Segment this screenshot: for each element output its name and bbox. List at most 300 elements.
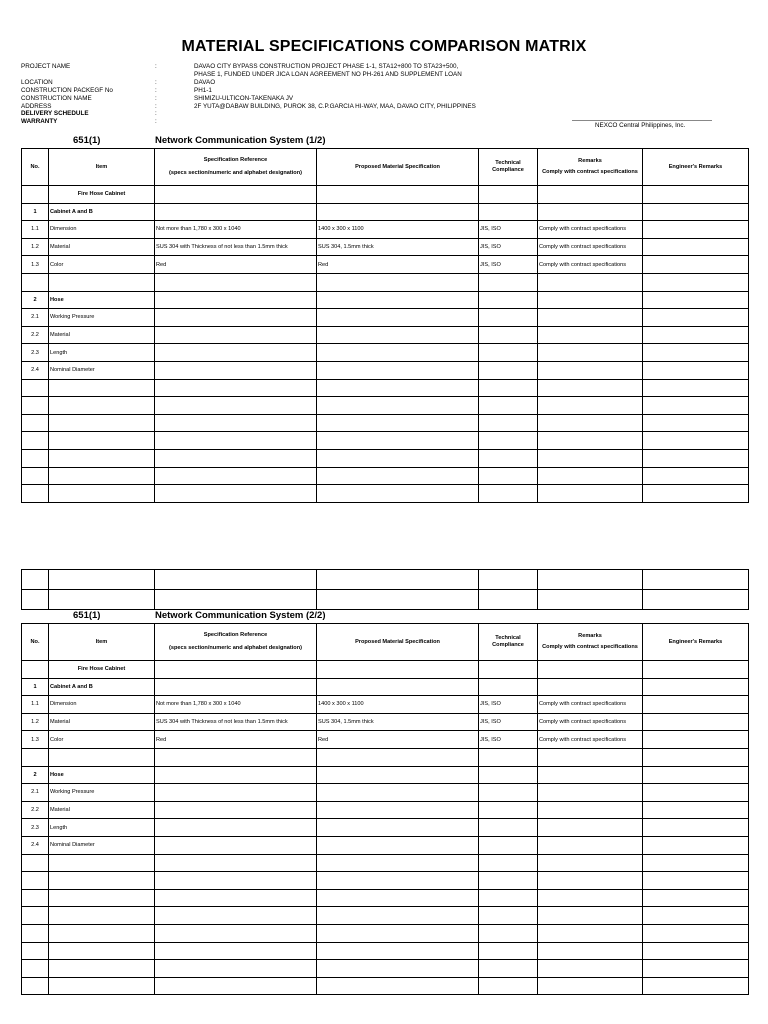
cell-remarks bbox=[538, 344, 643, 362]
cell-no bbox=[22, 889, 49, 907]
cell-item: Color bbox=[49, 731, 155, 749]
cell-technical-compliance bbox=[479, 907, 538, 925]
cell-engineer-remarks bbox=[643, 731, 749, 749]
cell-item: Material bbox=[49, 713, 155, 731]
cell-engineer-remarks bbox=[643, 713, 749, 731]
cell-remarks bbox=[538, 960, 643, 978]
cell-no bbox=[22, 449, 49, 467]
cell-engineer-remarks bbox=[643, 485, 749, 503]
cell-remarks: Comply with contract specifications bbox=[538, 696, 643, 714]
cell-proposed-spec bbox=[317, 766, 479, 784]
cell-spec-reference bbox=[155, 907, 317, 925]
col-header-technical-compliance bbox=[479, 624, 538, 661]
signature-line bbox=[572, 120, 712, 121]
table-row bbox=[22, 731, 749, 749]
cell-spec-reference bbox=[155, 801, 317, 819]
project-info-labels bbox=[21, 63, 113, 126]
cell-remarks bbox=[538, 889, 643, 907]
cell-proposed-spec: SUS 304, 1.5mm thick bbox=[317, 713, 479, 731]
cell-item bbox=[49, 924, 155, 942]
cell-no bbox=[22, 397, 49, 415]
project-info-label: CONSTRUCTION PACKEGF No bbox=[21, 86, 113, 94]
cell-remarks bbox=[538, 467, 643, 485]
cell-engineer-remarks bbox=[643, 977, 749, 995]
cell-spec-reference bbox=[155, 291, 317, 309]
cell-engineer-remarks bbox=[643, 449, 749, 467]
table-row bbox=[22, 326, 749, 344]
cell-technical-compliance bbox=[479, 889, 538, 907]
cell-spec-reference bbox=[155, 485, 317, 503]
cell-remarks bbox=[538, 748, 643, 766]
cell-proposed-spec bbox=[317, 924, 479, 942]
cell-spec-reference bbox=[155, 924, 317, 942]
cell-proposed-spec bbox=[317, 836, 479, 854]
cell-item: Length bbox=[49, 344, 155, 362]
cell-technical-compliance bbox=[479, 432, 538, 450]
table-row bbox=[22, 273, 749, 291]
col-header-proposed bbox=[317, 624, 479, 661]
cell-proposed-spec bbox=[317, 872, 479, 890]
cell-no: 1.2 bbox=[22, 713, 49, 731]
cell-item bbox=[49, 854, 155, 872]
cell-item: Material bbox=[49, 238, 155, 256]
cell-proposed-spec bbox=[317, 432, 479, 450]
cell-remarks bbox=[538, 854, 643, 872]
col-header-spec-ref-text: (specs section/numeric and alphabet designation) bbox=[168, 645, 303, 651]
cell-remarks bbox=[538, 766, 643, 784]
cell-spec-reference bbox=[155, 467, 317, 485]
cell-spec-reference: SUS 304 with Thickness of not less than 1.5mm thick bbox=[155, 713, 317, 731]
col-header-engineer-remarks-text: Engineer's Remarks bbox=[668, 163, 723, 170]
cell-spec-reference bbox=[155, 977, 317, 995]
cell-technical-compliance bbox=[479, 748, 538, 766]
cell-remarks: Comply with contract specifications bbox=[538, 731, 643, 749]
table-row bbox=[22, 784, 749, 802]
cell-engineer-remarks bbox=[643, 432, 749, 450]
cell-technical-compliance bbox=[479, 379, 538, 397]
cell-technical-compliance bbox=[479, 203, 538, 221]
cell-item: Cabinet A and B bbox=[49, 203, 155, 221]
table-row bbox=[22, 397, 749, 415]
cell-engineer-remarks bbox=[643, 678, 749, 696]
cell-engineer-remarks bbox=[643, 256, 749, 274]
document-title: MATERIAL SPECIFICATIONS COMPARISON MATRIX bbox=[181, 38, 587, 55]
table-row bbox=[22, 238, 749, 256]
cell-technical-compliance bbox=[479, 836, 538, 854]
table-row bbox=[22, 960, 749, 978]
cell-engineer-remarks bbox=[643, 696, 749, 714]
cell-item: Fire Hose Cabinet bbox=[49, 661, 155, 679]
cell-technical-compliance: JIS, ISO bbox=[479, 696, 538, 714]
table-row bbox=[22, 661, 749, 679]
table-row bbox=[22, 309, 749, 327]
col-header-technical-compliance-text: Technical Compliance bbox=[492, 160, 524, 173]
cell-item: Nominal Diameter bbox=[49, 361, 155, 379]
cell-item bbox=[49, 907, 155, 925]
cell-engineer-remarks bbox=[643, 907, 749, 925]
col-header-remarks bbox=[538, 149, 643, 186]
project-info-colon: : bbox=[155, 94, 157, 102]
cell-no bbox=[22, 467, 49, 485]
section-2-code: 651(1) bbox=[73, 610, 101, 621]
table-row bbox=[22, 907, 749, 925]
cell-spec-reference: Not more than 1,780 x 300 x 1040 bbox=[155, 221, 317, 239]
cell-proposed-spec bbox=[317, 309, 479, 327]
cell-no bbox=[22, 661, 49, 679]
table-row bbox=[22, 766, 749, 784]
cell-no: 1.3 bbox=[22, 256, 49, 274]
project-info-colon: : bbox=[155, 86, 157, 94]
project-info-value: PH1-1 bbox=[194, 86, 212, 94]
cell-engineer-remarks bbox=[643, 661, 749, 679]
cell-engineer-remarks bbox=[643, 854, 749, 872]
table-row bbox=[22, 590, 749, 610]
cell-item: Hose bbox=[49, 291, 155, 309]
cell-proposed-spec bbox=[317, 203, 479, 221]
spec-table-2 bbox=[21, 623, 749, 995]
cell-proposed-spec bbox=[317, 678, 479, 696]
cell-engineer-remarks bbox=[643, 784, 749, 802]
cell-item bbox=[49, 485, 155, 503]
project-info-value: DAVAO CITY BYPASS CONSTRUCTION PROJECT PHASE 1-1, STA12+800 TO STA23+500, bbox=[194, 63, 459, 70]
cell-item: Cabinet A and B bbox=[49, 678, 155, 696]
cell-spec-reference bbox=[155, 748, 317, 766]
cell-spec-reference bbox=[155, 678, 317, 696]
cell-proposed-spec bbox=[317, 291, 479, 309]
cell-technical-compliance bbox=[479, 361, 538, 379]
cell-spec-reference bbox=[155, 766, 317, 784]
cell-item: Material bbox=[49, 801, 155, 819]
cell-spec-reference bbox=[155, 661, 317, 679]
col-header-technical-compliance-text: Technical Compliance bbox=[492, 635, 524, 648]
cell-engineer-remarks bbox=[643, 397, 749, 415]
cell-proposed-spec bbox=[317, 942, 479, 960]
table-row bbox=[22, 942, 749, 960]
table-header-row bbox=[22, 624, 749, 661]
cell-technical-compliance bbox=[479, 801, 538, 819]
cell-no bbox=[22, 186, 49, 204]
project-info-value: 2F YUTA@DABAW BUILDING, PUROK 38, C.P.GARCIA HI-WAY, MAA, DAVAO CITY, PHILIPPINES bbox=[194, 102, 476, 110]
cell-spec-reference: Not more than 1,780 x 300 x 1040 bbox=[155, 696, 317, 714]
cell-item bbox=[49, 960, 155, 978]
col-header-proposed-text: Proposed Material Specification bbox=[355, 638, 440, 645]
cell-no bbox=[22, 854, 49, 872]
cell-engineer-remarks bbox=[643, 467, 749, 485]
cell-remarks bbox=[538, 361, 643, 379]
cell-proposed-spec bbox=[317, 977, 479, 995]
table-row bbox=[22, 256, 749, 274]
cell-no: 2.4 bbox=[22, 836, 49, 854]
cell-spec-reference bbox=[155, 309, 317, 327]
cell-spec-reference bbox=[155, 379, 317, 397]
spec-table-1 bbox=[21, 148, 749, 503]
project-info-value: DAVAO bbox=[194, 78, 216, 86]
col-header-spec-ref-text: Specification Reference bbox=[203, 157, 268, 163]
table-row bbox=[22, 924, 749, 942]
project-info-label: ADDRESS bbox=[21, 102, 52, 110]
cell-technical-compliance bbox=[479, 960, 538, 978]
cell-engineer-remarks bbox=[643, 924, 749, 942]
cell-engineer-remarks bbox=[643, 344, 749, 362]
cell-engineer-remarks bbox=[643, 361, 749, 379]
cell-technical-compliance bbox=[479, 397, 538, 415]
cell-item: Fire Hose Cabinet bbox=[49, 186, 155, 204]
cell-technical-compliance bbox=[479, 309, 538, 327]
col-header-proposed bbox=[317, 149, 479, 186]
cell-spec-reference bbox=[155, 186, 317, 204]
cell-engineer-remarks bbox=[643, 309, 749, 327]
table-row bbox=[22, 344, 749, 362]
project-info-value bbox=[194, 118, 476, 126]
col-header-engineer-remarks bbox=[643, 624, 749, 661]
cell-technical-compliance bbox=[479, 942, 538, 960]
cell-engineer-remarks bbox=[643, 836, 749, 854]
cell-spec-reference bbox=[155, 326, 317, 344]
cell-remarks bbox=[538, 678, 643, 696]
cell-technical-compliance bbox=[479, 977, 538, 995]
cell-spec-reference bbox=[155, 942, 317, 960]
cell-item: Working Pressure bbox=[49, 784, 155, 802]
cell-item bbox=[49, 977, 155, 995]
cell-spec-reference bbox=[155, 872, 317, 890]
col-header-remarks-text: Remarks bbox=[578, 633, 602, 639]
cell-no bbox=[22, 977, 49, 995]
cell-proposed-spec bbox=[317, 819, 479, 837]
col-header-spec-ref-text: Specification Reference bbox=[203, 632, 268, 638]
project-info-value bbox=[194, 110, 476, 118]
project-info-colon bbox=[155, 71, 157, 79]
cell-no: 2.3 bbox=[22, 819, 49, 837]
cell-proposed-spec bbox=[317, 273, 479, 291]
cell-no: 1.1 bbox=[22, 221, 49, 239]
cell-item bbox=[49, 432, 155, 450]
company-name: NEXCO Central Philippines, Inc. bbox=[595, 122, 686, 129]
cell-technical-compliance bbox=[479, 291, 538, 309]
cell-technical-compliance: JIS, ISO bbox=[479, 731, 538, 749]
cell-no: 2.2 bbox=[22, 326, 49, 344]
cell-spec-reference bbox=[155, 836, 317, 854]
table-row bbox=[22, 977, 749, 995]
cell-item bbox=[49, 872, 155, 890]
cell-remarks: Comply with contract specifications bbox=[538, 221, 643, 239]
cell-technical-compliance bbox=[479, 467, 538, 485]
cell-no: 1.2 bbox=[22, 238, 49, 256]
table-row bbox=[22, 203, 749, 221]
project-info-label: LOCATION bbox=[21, 78, 53, 86]
cell-remarks bbox=[538, 309, 643, 327]
project-info-colon: : bbox=[155, 63, 157, 70]
cell-no: 2 bbox=[22, 291, 49, 309]
section-2-title: Network Communication System (2/2) bbox=[155, 610, 326, 621]
cell-item bbox=[49, 942, 155, 960]
cell-item: Material bbox=[49, 326, 155, 344]
cell-proposed-spec bbox=[317, 326, 479, 344]
cell-technical-compliance bbox=[479, 819, 538, 837]
table-header-row bbox=[22, 149, 749, 186]
blank-table-rows bbox=[21, 569, 749, 610]
cell-engineer-remarks bbox=[643, 872, 749, 890]
col-header-remarks-text: Comply with contract specifications bbox=[542, 169, 638, 175]
cell-item bbox=[49, 273, 155, 291]
project-info-value: SHIMIZU-ULTICON-TAKENAKA JV bbox=[194, 94, 294, 102]
cell-technical-compliance bbox=[479, 449, 538, 467]
table-row bbox=[22, 872, 749, 890]
cell-proposed-spec bbox=[317, 344, 479, 362]
cell-no bbox=[22, 924, 49, 942]
project-info-label: WARRANTY bbox=[21, 118, 58, 126]
cell-proposed-spec bbox=[317, 467, 479, 485]
cell-technical-compliance bbox=[479, 485, 538, 503]
col-header-no-text: No. bbox=[30, 163, 40, 170]
col-header-remarks-text: Comply with contract specifications bbox=[542, 644, 638, 650]
cell-no: 1 bbox=[22, 203, 49, 221]
cell-technical-compliance bbox=[479, 784, 538, 802]
cell-no: 1.3 bbox=[22, 731, 49, 749]
cell-item: Color bbox=[49, 256, 155, 274]
table-row bbox=[22, 570, 749, 590]
cell-proposed-spec bbox=[317, 661, 479, 679]
cell-no bbox=[22, 273, 49, 291]
cell-proposed-spec bbox=[317, 784, 479, 802]
cell-spec-reference bbox=[155, 414, 317, 432]
cell-no bbox=[22, 942, 49, 960]
cell-item: Nominal Diameter bbox=[49, 836, 155, 854]
cell-item: Hose bbox=[49, 766, 155, 784]
cell-no bbox=[22, 907, 49, 925]
table-row bbox=[22, 713, 749, 731]
col-header-proposed-text: Proposed Material Specification bbox=[355, 163, 440, 170]
project-info-colon: : bbox=[155, 118, 157, 126]
cell-engineer-remarks bbox=[643, 186, 749, 204]
cell-proposed-spec: SUS 304, 1.5mm thick bbox=[317, 238, 479, 256]
cell-remarks bbox=[538, 942, 643, 960]
cell-technical-compliance bbox=[479, 344, 538, 362]
cell-engineer-remarks bbox=[643, 942, 749, 960]
cell-remarks bbox=[538, 784, 643, 802]
table-row bbox=[22, 186, 749, 204]
table-row bbox=[22, 819, 749, 837]
cell-no: 2.1 bbox=[22, 309, 49, 327]
cell-item bbox=[49, 414, 155, 432]
cell-item bbox=[49, 467, 155, 485]
col-header-no-text: No. bbox=[30, 638, 40, 645]
table-row bbox=[22, 221, 749, 239]
cell-remarks bbox=[538, 977, 643, 995]
cell-no: 2.1 bbox=[22, 784, 49, 802]
cell-remarks bbox=[538, 907, 643, 925]
cell-proposed-spec: Red bbox=[317, 256, 479, 274]
cell-spec-reference bbox=[155, 344, 317, 362]
cell-proposed-spec bbox=[317, 748, 479, 766]
cell-remarks bbox=[538, 291, 643, 309]
cell-remarks bbox=[538, 414, 643, 432]
cell-engineer-remarks bbox=[643, 801, 749, 819]
cell-technical-compliance bbox=[479, 661, 538, 679]
cell-engineer-remarks bbox=[643, 326, 749, 344]
cell-no bbox=[22, 872, 49, 890]
cell-remarks bbox=[538, 397, 643, 415]
cell-proposed-spec bbox=[317, 379, 479, 397]
cell-spec-reference bbox=[155, 432, 317, 450]
table-row bbox=[22, 414, 749, 432]
col-header-no bbox=[22, 624, 49, 661]
cell-remarks bbox=[538, 819, 643, 837]
cell-no: 1.1 bbox=[22, 696, 49, 714]
cell-engineer-remarks bbox=[643, 203, 749, 221]
cell-item: Length bbox=[49, 819, 155, 837]
cell-proposed-spec bbox=[317, 485, 479, 503]
cell-technical-compliance bbox=[479, 924, 538, 942]
cell-spec-reference bbox=[155, 397, 317, 415]
cell-proposed-spec: 1400 x 300 x 1100 bbox=[317, 221, 479, 239]
project-info-colon: : bbox=[155, 102, 157, 110]
cell-proposed-spec bbox=[317, 397, 479, 415]
col-header-item bbox=[49, 149, 155, 186]
cell-item bbox=[49, 379, 155, 397]
cell-remarks bbox=[538, 379, 643, 397]
cell-item: Dimension bbox=[49, 696, 155, 714]
cell-item: Working Pressure bbox=[49, 309, 155, 327]
cell-item: Dimension bbox=[49, 221, 155, 239]
project-info-label: CONSTRUCTION NAME bbox=[21, 94, 92, 102]
cell-remarks bbox=[538, 801, 643, 819]
table-row bbox=[22, 678, 749, 696]
cell-engineer-remarks bbox=[643, 291, 749, 309]
table-row bbox=[22, 696, 749, 714]
section-1-title: Network Communication System (1/2) bbox=[155, 135, 326, 146]
cell-proposed-spec bbox=[317, 801, 479, 819]
project-info-value: PHASE 1, FUNDED UNDER JICA LOAN AGREEMENT NO PH-261 AND SUPPLEMENT LOAN bbox=[194, 70, 462, 78]
cell-spec-reference bbox=[155, 960, 317, 978]
cell-technical-compliance: JIS, ISO bbox=[479, 713, 538, 731]
cell-spec-reference bbox=[155, 889, 317, 907]
table-row bbox=[22, 467, 749, 485]
cell-engineer-remarks bbox=[643, 960, 749, 978]
cell-remarks bbox=[538, 485, 643, 503]
cell-no: 2.2 bbox=[22, 801, 49, 819]
cell-no: 2.4 bbox=[22, 361, 49, 379]
cell-proposed-spec bbox=[317, 449, 479, 467]
cell-proposed-spec: 1400 x 300 x 1100 bbox=[317, 696, 479, 714]
section-1-code: 651(1) bbox=[73, 135, 101, 146]
table-row bbox=[22, 449, 749, 467]
cell-remarks: Comply with contract specifications bbox=[538, 256, 643, 274]
cell-remarks: Comply with contract specifications bbox=[538, 238, 643, 256]
cell-item bbox=[49, 889, 155, 907]
cell-proposed-spec bbox=[317, 186, 479, 204]
cell-technical-compliance: JIS, ISO bbox=[479, 238, 538, 256]
cell-spec-reference bbox=[155, 854, 317, 872]
cell-technical-compliance bbox=[479, 872, 538, 890]
cell-remarks bbox=[538, 273, 643, 291]
cell-remarks bbox=[538, 432, 643, 450]
cell-spec-reference bbox=[155, 449, 317, 467]
cell-technical-compliance bbox=[479, 414, 538, 432]
cell-spec-reference: Red bbox=[155, 256, 317, 274]
table-row bbox=[22, 291, 749, 309]
project-info-values bbox=[194, 63, 476, 126]
col-header-spec-ref bbox=[155, 149, 317, 186]
cell-proposed-spec bbox=[317, 889, 479, 907]
cell-no bbox=[22, 379, 49, 397]
cell-engineer-remarks bbox=[643, 238, 749, 256]
col-header-item bbox=[49, 624, 155, 661]
cell-proposed-spec bbox=[317, 414, 479, 432]
cell-item bbox=[49, 397, 155, 415]
cell-technical-compliance bbox=[479, 326, 538, 344]
cell-no bbox=[22, 432, 49, 450]
cell-engineer-remarks bbox=[643, 889, 749, 907]
